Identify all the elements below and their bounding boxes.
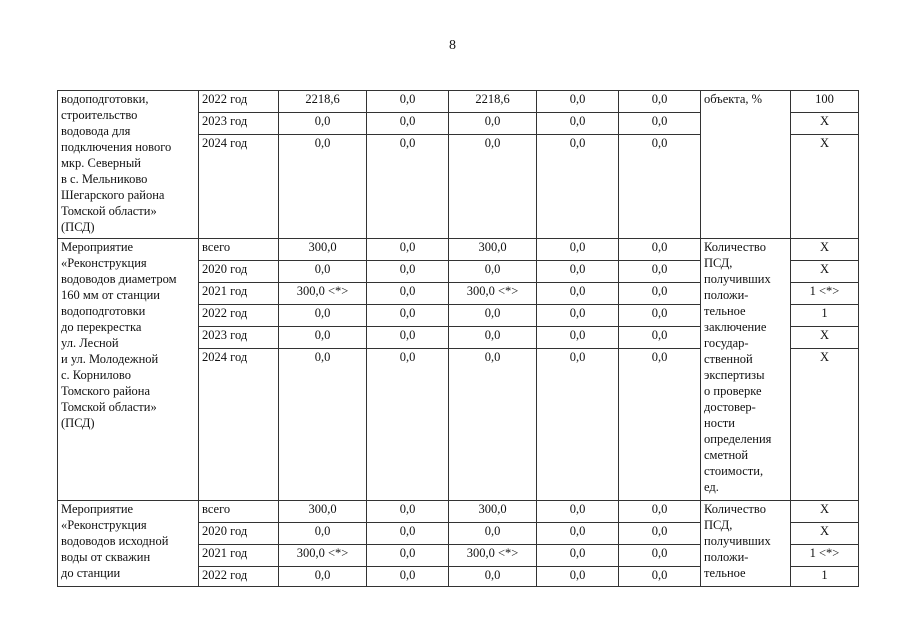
indicator-value-cell: 1 <*> (791, 283, 859, 305)
amount-cell-c1: 300,0 (279, 501, 367, 523)
amount-cell-c4: 0,0 (537, 91, 619, 113)
period-cell: 2022 год (199, 567, 279, 587)
amount-cell-c2: 0,0 (367, 113, 449, 135)
amount-cell-c2: 0,0 (367, 91, 449, 113)
amount-cell-c4: 0,0 (537, 261, 619, 283)
amount-cell-c1: 0,0 (279, 567, 367, 587)
amount-cell-c4: 0,0 (537, 545, 619, 567)
amount-cell-c1: 0,0 (279, 523, 367, 545)
indicator-value-cell: Х (791, 501, 859, 523)
amount-cell-c5: 0,0 (619, 283, 701, 305)
amount-cell-c4: 0,0 (537, 501, 619, 523)
table-row (58, 91, 859, 113)
amount-cell-c2: 0,0 (367, 305, 449, 327)
amount-cell-c2: 0,0 (367, 135, 449, 239)
indicator-value-cell: Х (791, 261, 859, 283)
amount-cell-c1: 0,0 (279, 305, 367, 327)
amount-cell-c4: 0,0 (537, 349, 619, 501)
indicator-text: Количество ПСД, получивших положи- тельное (704, 502, 771, 580)
indicator-value-cell: 100 (791, 91, 859, 113)
activity-title-cell (58, 501, 199, 587)
indicator-value-cell: Х (791, 523, 859, 545)
amount-cell-c1: 0,0 (279, 135, 367, 239)
activity-title-cell (58, 239, 199, 501)
period-cell: 2022 год (199, 305, 279, 327)
amount-cell-c4: 0,0 (537, 135, 619, 239)
amount-cell-c5: 0,0 (619, 523, 701, 545)
amount-cell-c2: 0,0 (367, 261, 449, 283)
indicator-cell (701, 239, 791, 501)
amount-cell-c3: 0,0 (449, 523, 537, 545)
amount-cell-c3: 300,0 <*> (449, 545, 537, 567)
indicator-value-cell: Х (791, 135, 859, 239)
indicator-value-cell: Х (791, 349, 859, 501)
amount-cell-c1: 300,0 <*> (279, 545, 367, 567)
period-cell: 2022 год (199, 91, 279, 113)
period-cell: 2023 год (199, 327, 279, 349)
indicator-value-cell: Х (791, 239, 859, 261)
period-cell: 2020 год (199, 523, 279, 545)
indicator-cell (701, 91, 791, 239)
amount-cell-c1: 300,0 <*> (279, 283, 367, 305)
amount-cell-c1: 0,0 (279, 349, 367, 501)
amount-cell-c1: 300,0 (279, 239, 367, 261)
amount-cell-c3: 300,0 (449, 239, 537, 261)
period-cell: 2021 год (199, 545, 279, 567)
amount-cell-c3: 0,0 (449, 261, 537, 283)
indicator-text: объекта, % (704, 92, 763, 106)
amount-cell-c2: 0,0 (367, 239, 449, 261)
amount-cell-c4: 0,0 (537, 567, 619, 587)
table-row (58, 239, 859, 261)
amount-cell-c4: 0,0 (537, 283, 619, 305)
indicator-cell (701, 501, 791, 587)
amount-cell-c4: 0,0 (537, 305, 619, 327)
amount-cell-c2: 0,0 (367, 545, 449, 567)
amount-cell-c4: 0,0 (537, 239, 619, 261)
period-cell: 2020 год (199, 261, 279, 283)
amount-cell-c1: 0,0 (279, 327, 367, 349)
amount-cell-c5: 0,0 (619, 545, 701, 567)
period-cell: всего (199, 501, 279, 523)
amount-cell-c5: 0,0 (619, 261, 701, 283)
amount-cell-c3: 0,0 (449, 567, 537, 587)
indicator-text: Количество ПСД, получивших положи- тельное заключение государ- ственной экспертизы о проверке достовер- ности определения сметной стоимости, ед. (704, 240, 772, 494)
amount-cell-c1: 0,0 (279, 261, 367, 283)
amount-cell-c2: 0,0 (367, 567, 449, 587)
activity-title-cell (58, 91, 199, 239)
amount-cell-c3: 0,0 (449, 305, 537, 327)
amount-cell-c2: 0,0 (367, 283, 449, 305)
amount-cell-c3: 0,0 (449, 327, 537, 349)
amount-cell-c5: 0,0 (619, 305, 701, 327)
amount-cell-c4: 0,0 (537, 523, 619, 545)
indicator-value-cell: 1 <*> (791, 545, 859, 567)
amount-cell-c3: 2218,6 (449, 91, 537, 113)
period-cell: всего (199, 239, 279, 261)
indicator-value-cell: Х (791, 113, 859, 135)
activity-title: Мероприятие «Реконструкция водоводов исходной воды от скважин до станции (61, 502, 169, 580)
table-body (58, 91, 859, 587)
amount-cell-c5: 0,0 (619, 327, 701, 349)
amount-cell-c5: 0,0 (619, 501, 701, 523)
amount-cell-c3: 0,0 (449, 113, 537, 135)
amount-cell-c5: 0,0 (619, 239, 701, 261)
activity-title: водоподготовки, строительство водовода для подключения нового мкр. Северный в с. Мельниково Шегарского района Томской области» (ПСД) (61, 92, 172, 234)
amount-cell-c1: 0,0 (279, 113, 367, 135)
indicator-value-cell: Х (791, 327, 859, 349)
table-row (58, 501, 859, 523)
period-cell: 2024 год (199, 349, 279, 501)
activity-title: Мероприятие «Реконструкция водоводов диаметром 160 мм от станции водоподготовки до перекрестка ул. Лесной и ул. Молодежной с. Корнилово Томского района Томской области» (ПСД) (61, 240, 177, 430)
page-number: 8 (449, 38, 456, 53)
amount-cell-c4: 0,0 (537, 113, 619, 135)
indicator-value-cell: 1 (791, 567, 859, 587)
amount-cell-c2: 0,0 (367, 349, 449, 501)
amount-cell-c3: 0,0 (449, 349, 537, 501)
amount-cell-c3: 300,0 <*> (449, 283, 537, 305)
amount-cell-c2: 0,0 (367, 523, 449, 545)
indicator-value-cell: 1 (791, 305, 859, 327)
amount-cell-c5: 0,0 (619, 349, 701, 501)
amount-cell-c5: 0,0 (619, 135, 701, 239)
amount-cell-c3: 0,0 (449, 135, 537, 239)
amount-cell-c5: 0,0 (619, 91, 701, 113)
amount-cell-c1: 2218,6 (279, 91, 367, 113)
amount-cell-c3: 300,0 (449, 501, 537, 523)
period-cell: 2024 год (199, 135, 279, 239)
amount-cell-c4: 0,0 (537, 327, 619, 349)
period-cell: 2021 год (199, 283, 279, 305)
amount-cell-c5: 0,0 (619, 113, 701, 135)
period-cell: 2023 год (199, 113, 279, 135)
amount-cell-c2: 0,0 (367, 501, 449, 523)
amount-cell-c2: 0,0 (367, 327, 449, 349)
program-table (57, 90, 859, 587)
amount-cell-c5: 0,0 (619, 567, 701, 587)
